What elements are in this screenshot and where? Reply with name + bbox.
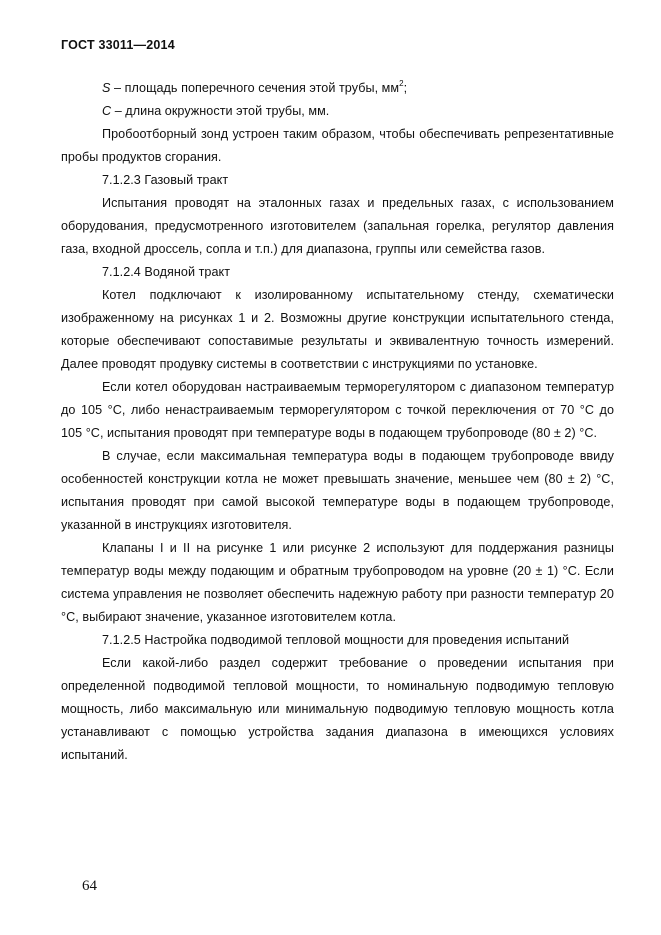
area-definition-text: – площадь поперечного сечения этой трубы, мм (110, 81, 400, 95)
section-heading-gas-path: 7.1.2.3 Газовый тракт (102, 173, 229, 187)
paragraph-max-temperature: В случае, если максимальная температура воды в подающем трубопроводе ввиду особенностей конструкции котла не может превышать значение, меньшее чем (80 ± 2) °С, испытания проводят при самой высокой температуре воды в подающем трубопроводе, указанной в инструкциях изготовителя. (61, 449, 614, 532)
section-heading-heat-input: 7.1.2.5 Настройка подводимой тепловой мощности для проведения испытаний (102, 633, 570, 647)
circumference-definition-text: – длина окружности этой трубы, мм. (111, 104, 330, 118)
document-body (61, 77, 614, 767)
symbol-c: C (102, 104, 112, 118)
paragraph-probe: Пробоотборный зонд устроен таким образом, чтобы обеспечивать репрезентативные пробы продуктов сгорания. (61, 127, 614, 164)
paragraph-thermoregulator: Если котел оборудован настраиваемым терморегулятором с диапазоном температур до 105 °С, либо ненастраиваемым терморегулятором с точкой переключения от 70 °С до 105 °С, испытания проводят при температуре воды в подающем трубопроводе (80 ± 2) °С. (61, 380, 614, 440)
paragraph-gas-tests: Испытания проводят на эталонных газах и предельных газах, с использованием оборудования, предусмотренного изготовителем (запальная горелка, регулятор давления газа, входной дроссель, сопла и т.п.) для диапазона, группы или семейства газов. (61, 196, 614, 256)
paragraph-circumference-definition (61, 100, 614, 123)
paragraph-test-stand: Котел подключают к изолированному испытательному стенду, схематически изображенному на рисунках 1 и 2. Возможны другие конструкции испытательного стенда, которые обеспечивают сопоставимые результаты и эквивалентную точность измерений. Далее проводят продувку системы в соответствии с инструкциями по установке. (61, 288, 614, 371)
section-heading-water-path: 7.1.2.4 Водяной тракт (102, 265, 231, 279)
paragraph-heat-input: Если какой-либо раздел содержит требование о проведении испытания при определенной подводимой тепловой мощности, то номинальную подводимую тепловую мощность, либо максимальную или минимальную подводимую тепловую мощность котла устанавливают с помощью устройства задания диапазона в имеющихся условиях испытаний. (61, 656, 614, 762)
superscript-2: 2 (399, 79, 404, 88)
area-definition-end: ; (403, 81, 408, 95)
symbol-s: S (102, 81, 111, 95)
paragraph-area-definition (61, 77, 614, 100)
document-header: ГОСТ 33011—2014 (61, 38, 175, 52)
page-number: 64 (82, 878, 97, 894)
paragraph-valves: Клапаны I и II на рисунке 1 или рисунке 2 используют для поддержания разницы температур воды между подающим и обратным трубопроводом на уровне (20 ± 1) °С. Если система управления не позволяет обеспечить надежную работу при разности температур 20 °С, выбирают значение, указанное изготовителем котла. (61, 541, 614, 624)
